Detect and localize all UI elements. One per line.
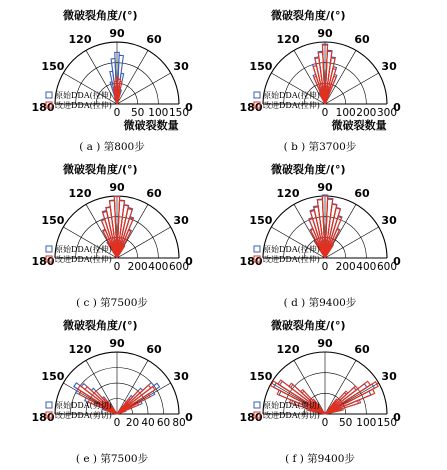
angle-tick-label: 180 bbox=[239, 101, 263, 114]
angle-tick-label: 30 bbox=[173, 370, 189, 383]
radial-tick-label: 150 bbox=[376, 417, 398, 429]
radial-tick-label: 0 bbox=[321, 417, 329, 429]
legend-swatch bbox=[254, 402, 260, 408]
rose-chart-1 bbox=[32, 8, 194, 153]
axis-title: 微破裂角度/(°) bbox=[63, 163, 138, 176]
legend-label: 改进DDA(拉伸) bbox=[55, 101, 112, 110]
angle-tick-label: 30 bbox=[173, 60, 189, 73]
legend-label: 改进DDA(剪切) bbox=[263, 411, 320, 420]
rose-chart-2 bbox=[240, 8, 402, 153]
grid-spoke bbox=[325, 50, 356, 104]
angle-tick-label: 150 bbox=[41, 60, 65, 73]
rose-chart-5 bbox=[32, 318, 194, 465]
x-axis-label: 微破裂数量 bbox=[331, 119, 387, 132]
radial-tick-label: 600 bbox=[376, 261, 398, 273]
angle-tick-label: 60 bbox=[146, 32, 162, 46]
angle-tick-label: 0 bbox=[393, 101, 401, 114]
panel-caption: ( c ) 第7500步 bbox=[76, 297, 148, 309]
angle-tick-label: 60 bbox=[146, 342, 162, 356]
angle-tick-label: 0 bbox=[393, 411, 401, 424]
angle-tick-label: 90 bbox=[317, 181, 333, 194]
angle-tick-label: 30 bbox=[173, 214, 189, 227]
radial-tick-label: 300 bbox=[376, 107, 398, 119]
panel-caption: ( a ) 第800步 bbox=[79, 141, 145, 153]
radial-tick-label: 0 bbox=[113, 107, 121, 119]
legend-label: 原始DDA(拉伸) bbox=[55, 91, 112, 100]
legend-label: 原始DDA(拉伸) bbox=[263, 245, 320, 254]
radial-tick-label: 200 bbox=[356, 107, 377, 119]
angle-tick-label: 180 bbox=[31, 411, 55, 424]
angle-tick-label: 150 bbox=[249, 60, 273, 73]
angle-tick-label: 90 bbox=[109, 27, 125, 40]
angle-tick-label: 180 bbox=[31, 101, 55, 114]
radial-tick-label: 200 bbox=[335, 261, 356, 273]
angle-tick-label: 120 bbox=[68, 186, 92, 200]
radial-tick-label: 100 bbox=[335, 107, 356, 119]
radial-tick-label: 0 bbox=[113, 261, 121, 273]
legend-swatch bbox=[46, 92, 52, 98]
angle-tick-label: 120 bbox=[276, 342, 300, 356]
angle-tick-label: 120 bbox=[68, 342, 92, 356]
legend-label: 原始DDA(剪切) bbox=[55, 401, 112, 410]
x-axis-label: 微破裂数量 bbox=[123, 119, 179, 132]
rose-chart-3 bbox=[32, 162, 194, 309]
angle-tick-label: 30 bbox=[381, 60, 397, 73]
angle-tick-label: 0 bbox=[185, 411, 193, 424]
rose-chart-6 bbox=[240, 318, 402, 465]
axis-title: 微破裂角度/(°) bbox=[271, 319, 346, 332]
legend-swatch bbox=[254, 246, 260, 252]
angle-tick-label: 180 bbox=[31, 255, 55, 268]
angle-tick-label: 180 bbox=[239, 255, 263, 268]
legend-label: 原始DDA(拉伸) bbox=[263, 91, 320, 100]
radial-tick-label: 400 bbox=[148, 261, 169, 273]
radial-tick-label: 200 bbox=[127, 261, 148, 273]
radial-tick-label: 50 bbox=[130, 107, 145, 119]
grid-spoke bbox=[117, 73, 171, 104]
angle-tick-label: 120 bbox=[276, 186, 300, 200]
radial-tick-label: 100 bbox=[356, 417, 377, 429]
radial-tick-label: 400 bbox=[356, 261, 377, 273]
radial-tick-label: 20 bbox=[125, 417, 140, 429]
legend-label: 改进DDA(剪切) bbox=[55, 411, 112, 420]
axis-title: 微破裂角度/(°) bbox=[271, 163, 346, 176]
angle-tick-label: 60 bbox=[354, 186, 370, 200]
angle-tick-label: 60 bbox=[354, 342, 370, 356]
angle-tick-label: 120 bbox=[276, 32, 300, 46]
axis-title: 微破裂角度/(°) bbox=[63, 319, 138, 332]
axis-title: 微破裂角度/(°) bbox=[271, 9, 346, 22]
panel-caption: ( e ) 第7500步 bbox=[75, 453, 149, 465]
legend-label: 改进DDA(拉伸) bbox=[263, 255, 320, 264]
radial-tick-label: 40 bbox=[141, 417, 155, 429]
angle-tick-label: 150 bbox=[249, 370, 273, 383]
angle-tick-label: 90 bbox=[109, 337, 125, 350]
legend-swatch bbox=[46, 402, 52, 408]
radial-tick-label: 60 bbox=[156, 417, 171, 429]
panel-caption: ( d ) 第9400步 bbox=[283, 297, 357, 309]
panel-caption: ( f ) 第9400步 bbox=[285, 453, 355, 465]
angle-tick-label: 30 bbox=[381, 370, 397, 383]
panel-caption: ( b ) 第3700步 bbox=[283, 141, 357, 153]
angle-tick-label: 150 bbox=[41, 214, 65, 227]
legend-label: 改进DDA(拉伸) bbox=[55, 255, 112, 264]
angle-tick-label: 90 bbox=[109, 181, 125, 194]
radial-tick-label: 0 bbox=[113, 417, 121, 429]
axis-title: 微破裂角度/(°) bbox=[63, 9, 138, 22]
angle-tick-label: 90 bbox=[317, 337, 333, 350]
legend-label: 原始DDA(拉伸) bbox=[55, 245, 112, 254]
angle-tick-label: 120 bbox=[68, 32, 92, 46]
angle-tick-label: 0 bbox=[393, 255, 401, 268]
radial-tick-label: 150 bbox=[168, 107, 190, 119]
angle-tick-label: 180 bbox=[239, 411, 263, 424]
radial-tick-label: 50 bbox=[338, 417, 353, 429]
radial-tick-label: 80 bbox=[172, 417, 186, 429]
radial-tick-label: 0 bbox=[321, 107, 329, 119]
legend-swatch bbox=[254, 92, 260, 98]
angle-tick-label: 150 bbox=[41, 370, 65, 383]
angle-tick-label: 0 bbox=[185, 255, 193, 268]
grid-spoke bbox=[117, 50, 148, 104]
legend-label: 改进DDA(拉伸) bbox=[263, 101, 320, 110]
angle-tick-label: 90 bbox=[317, 27, 333, 40]
angle-tick-label: 0 bbox=[185, 101, 193, 114]
angle-tick-label: 150 bbox=[249, 214, 273, 227]
radial-tick-label: 100 bbox=[148, 107, 169, 119]
angle-tick-label: 30 bbox=[381, 214, 397, 227]
radial-tick-label: 0 bbox=[321, 261, 329, 273]
rose-chart-4 bbox=[240, 162, 402, 309]
legend-swatch bbox=[46, 246, 52, 252]
angle-tick-label: 60 bbox=[146, 186, 162, 200]
radial-tick-label: 600 bbox=[168, 261, 190, 273]
legend-label: 原始DDA(剪切) bbox=[263, 401, 320, 410]
angle-tick-label: 60 bbox=[354, 32, 370, 46]
